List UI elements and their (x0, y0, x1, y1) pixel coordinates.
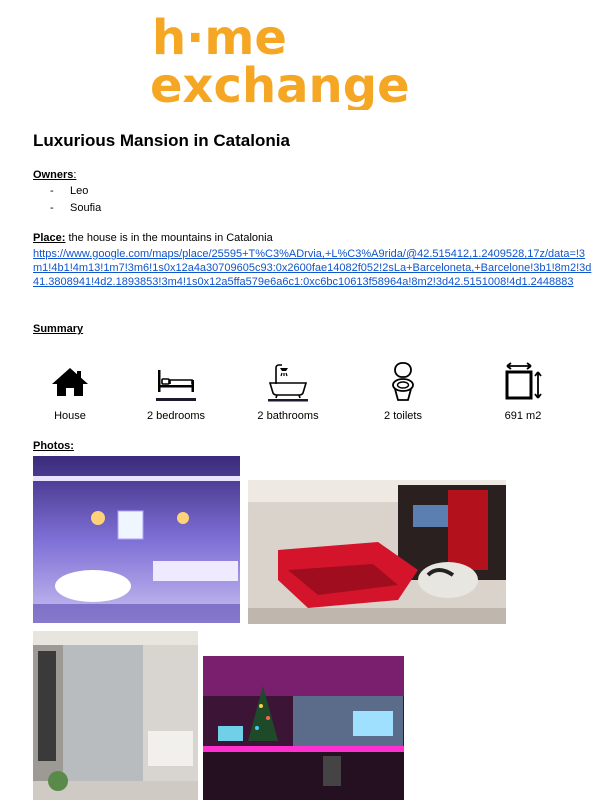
area-icon (503, 362, 543, 402)
owners-list (50, 183, 101, 217)
bathtub-icon (268, 362, 308, 402)
summary-item-label: 2 bedrooms (146, 410, 206, 422)
photo-living-room (248, 480, 506, 624)
google-maps-link[interactable]: https://www.google.com/maps/place/25595+T%C3%ADrvia,+L%C3%A9rida/@42.515412,1.2409528,17z/data=!3m1!4b1!4m13!1m7!3m6!1s0x12a4a30709605c93:0x2600fae14082f052!2sLa+Barceloneta,+Barcelone!3b1!8m2!3d41.3808941!4d2.1893853!3m4!1s0x12a5ffa579e6a6c1:0xc6bc10613f58964a!8m2!3d42.5151008!4d1.2448883 (33, 248, 592, 288)
logo-line-1: h·me (152, 10, 287, 66)
owners-heading (33, 169, 76, 181)
photo-gaming-room (203, 656, 404, 800)
photos-heading: Photos: (33, 440, 74, 452)
summary-item-toilets (363, 362, 443, 422)
owner-name: - Soufia (50, 200, 101, 217)
bed-icon (156, 362, 196, 402)
owner-name: - Leo (50, 183, 101, 200)
summary-item-label: 691 m2 (504, 410, 542, 422)
listing-title: Luxurious Mansion in Catalonia (33, 131, 290, 150)
place-line (33, 232, 273, 244)
place-text: the house is in the mountains in Catalonia (65, 232, 273, 244)
owners-label: Owners (33, 169, 74, 181)
photo-modern-bathroom (33, 631, 198, 800)
place-label: Place: (33, 232, 66, 244)
summary-item-bedrooms (136, 362, 216, 422)
logo-line-2: exchange (150, 58, 410, 110)
summary-item-label: 2 bathrooms (257, 410, 319, 422)
summary-item-bathrooms (248, 362, 328, 422)
homeexchange-logo (150, 10, 475, 110)
summary-row (33, 362, 573, 427)
summary-item-house (30, 362, 110, 422)
house-icon (50, 362, 90, 402)
toilet-icon (383, 362, 423, 402)
owners-label-suffix: : (73, 169, 77, 181)
summary-item-area (483, 362, 563, 422)
summary-heading: Summary (33, 323, 84, 335)
summary-item-label: 2 toilets (384, 410, 422, 422)
summary-item-label: House (54, 410, 86, 422)
photo-bathroom-neon (33, 456, 240, 623)
